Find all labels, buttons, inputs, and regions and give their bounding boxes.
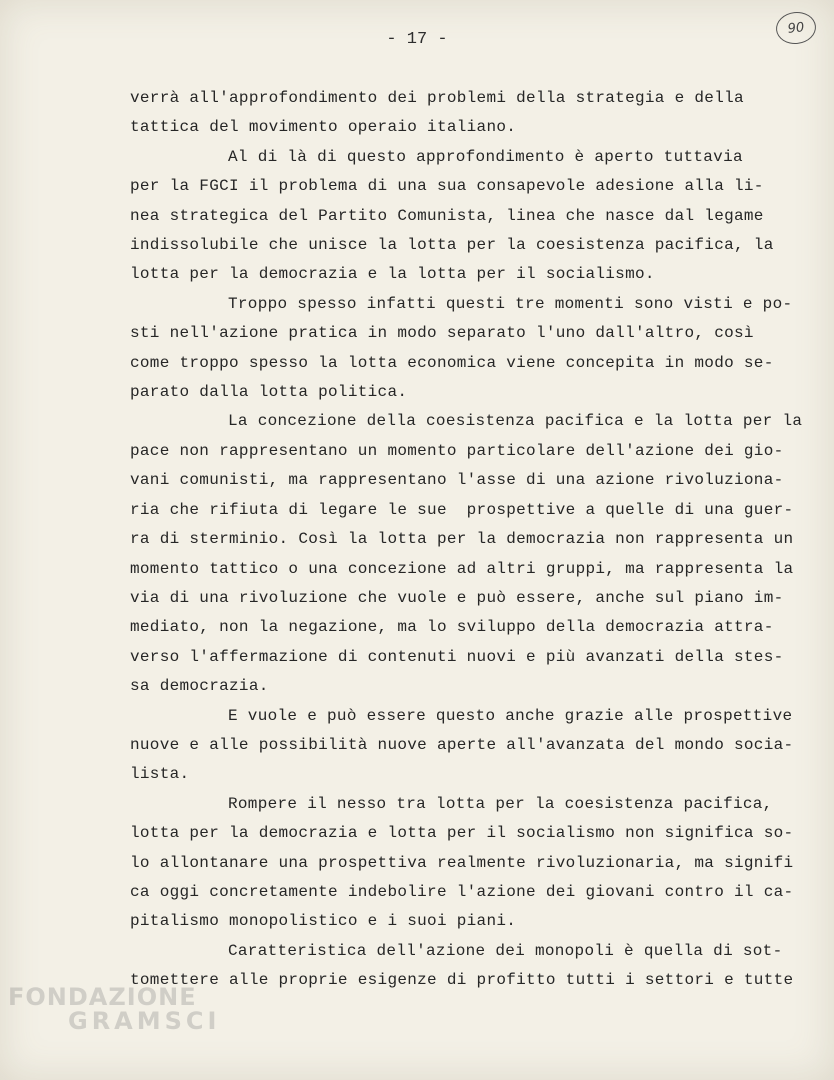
text-line: Rompere il nesso tra lotta per la coesistenza pacifica, (228, 794, 773, 813)
text-line: per la FGCI il problema di una sua consapevole adesione alla li- (130, 177, 764, 196)
text-line: tomettere alle proprie esigenze di profitto tutti i settori e tutte (130, 971, 794, 990)
watermark-line-2: GRAMSCI (68, 1007, 221, 1035)
archive-stamp: 90 (774, 10, 817, 46)
text-line: momento tattico o una concezione ad altri gruppi, ma rappresenta la (130, 559, 794, 578)
text-line: vani comunisti, ma rappresentano l'asse di una azione rivoluziona- (130, 471, 784, 490)
text-line: tattica del movimento operaio italiano. (130, 118, 517, 137)
text-line: lotta per la democrazia e la lotta per il socialismo. (130, 265, 655, 284)
paragraph (130, 702, 810, 790)
text-line: nea strategica del Partito Comunista, linea che nasce dal legame (130, 206, 764, 225)
text-line: La concezione della coesistenza pacifica e la lotta per la (228, 412, 803, 431)
text-line: parato dalla lotta politica. (130, 383, 408, 402)
paragraph (130, 937, 810, 996)
text-line: lista. (130, 765, 190, 784)
text-line: pitalismo monopolistico e i suoi piani. (130, 912, 517, 931)
text-line: lotta per la democrazia e lotta per il socialismo non significa so- (130, 824, 794, 843)
text-line: sti nell'azione pratica in modo separato l'uno dall'altro, così (130, 324, 754, 343)
text-line: via di una rivoluzione che vuole e può essere, anche sul piano im- (130, 588, 784, 607)
text-line: lo allontanare una prospettiva realmente rivoluzionaria, ma signifi (130, 853, 794, 872)
text-line: verrà all'approfondimento dei problemi della strategia e della (130, 89, 744, 107)
text-line: verso l'affermazione di contenuti nuovi e più avanzati della stes- (130, 647, 784, 666)
paragraph (130, 84, 810, 143)
text-line: indissolubile che unisce la lotta per la coesistenza pacifica, la (130, 236, 774, 255)
text-line: ria che rifiuta di legare le sue prospettive a quelle di una guer- (130, 500, 794, 519)
text-line: Caratteristica dell'azione dei monopoli è quella di sot- (228, 941, 783, 960)
text-line: Al di là di questo approfondimento è aperto tuttavia (228, 147, 743, 166)
document-body (130, 84, 810, 996)
page-number: - 17 - (386, 30, 448, 49)
text-line: E vuole e può essere questo anche grazie alle prospettive (228, 706, 793, 725)
watermark-line-1: FONDAZIONE (8, 983, 197, 1011)
text-line: Troppo spesso infatti questi tre momenti sono visti e po- (228, 294, 793, 313)
text-line: pace non rappresentano un momento particolare dell'azione dei gio- (130, 441, 784, 460)
text-line: sa democrazia. (130, 677, 269, 696)
paragraph (130, 407, 810, 701)
watermark-logo (8, 985, 220, 1033)
text-line: mediato, non la negazione, ma lo sviluppo della democrazia attra- (130, 618, 774, 637)
paragraph (130, 790, 810, 937)
text-line: come troppo spesso la lotta economica viene concepita in modo se- (130, 353, 774, 372)
paragraph (130, 290, 810, 408)
text-line: ra di sterminio. Così la lotta per la democrazia non rappresenta un (130, 530, 794, 549)
text-line: ca oggi concretamente indebolire l'azione dei giovani contro il ca- (130, 882, 794, 901)
text-line: nuove e alle possibilità nuove aperte all'avanzata del mondo socia- (130, 735, 794, 754)
paragraph (130, 143, 810, 290)
